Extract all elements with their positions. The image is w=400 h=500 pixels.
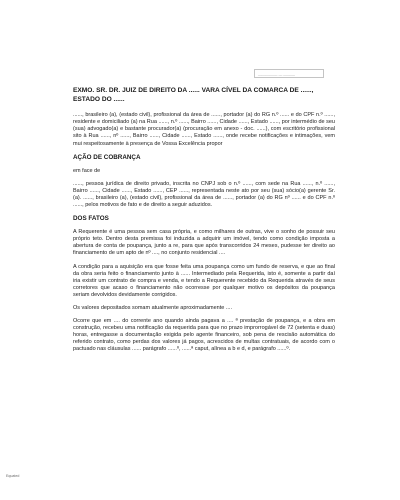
defendant-paragraph: ......, pessoa jurídica de direito privado, inscrita no CNPJ sob o n.º ......, com sede na Rua ......, n.º ......, Bairro ......, Cidade ......, Estado ......, CEP ......, representada neste ato por seu (sua) sócio(a) gerente Sr. (a). ......, brasileiro (a), (estado civil), profissional da área de ......, portador (a) do RG nº ...... e do CPF n.º ......, pelos motivos de fato e de direito a seguir aduzidos. xyxy=(73,180,335,209)
facts-paragraph-1: A Requerente é uma pessoa sem casa própria, e como milhares de outras, vive o sonho de possuir seu próprio teto. Dentro desta premissa foi induzida a adquirir um imóvel, tendo como condição imposta a abertura de conta de poupança, junto a re, para que após transcorridos 24 meses, pudesse ter direito ao financiamento de um apto de nº ...., no conjunto residencial .... xyxy=(73,229,335,257)
facts-title: DOS FATOS xyxy=(73,215,109,223)
plaintiff-paragraph: ......, brasileiro (a), (estado civil), profissional da área de ......, portador (a) do RG n.º ...... e do CPF n.º ......, residente e domiciliado (a) na Rua ......, n.º ......, Bairro ......, Cidade ......, Estado ......, por intermédio de seu (sua) advogado(a) e bastante procurador(a) (procuração em anexo - doc. ......), com escritório profissional sito à Rua ......, nº ......, Bairro ......, Cidade ......, Estado ......, onde recebe notificações e intimações, vem mui respeitosamente à presença de Vossa Excelência propor xyxy=(73,112,335,147)
footer-text: Equated xyxy=(6,474,20,478)
facts-paragraph-3: Os valores depositados somam atualmente aproximadamente .... xyxy=(73,304,232,311)
protocol-stamp: __________ __ ______ xyxy=(254,69,324,78)
action-title: AÇÃO DE COBRANÇA xyxy=(73,153,141,161)
against-text: em face de xyxy=(73,167,101,174)
document-body xyxy=(73,87,335,360)
facts-paragraph-4: Ocorre que em .... do corrente ano quando ainda pagava a .... ª prestação de poupança, e a obra em construção, recebeu uma notificação da requerida para que no prazo improrrogável de 72 (setenta e duas) horas, entregasse a documentação exigida pelo agente financeiro, sob pena de rescisão automática do referido contrato, como perdas dos valores já pagos, acrescidos de multas contratuais, de acordo com o pactuado nas cláusulas ...... parágrafo ......º, ......ª caput, alínea a b e d, e parágrafo ......º. xyxy=(73,318,335,353)
court-heading: EXMO. SR. DR. JUIZ DE DIREITO DA ...... VARA CÍVEL DA COMARCA DE ......, ESTADO DO ...... xyxy=(73,87,314,103)
facts-paragraph-2: A condição para a aquisição era que fosse feita uma poupança como um fundo de reserva, e que ao final da obra seria feito o financiamento junto à ...... Intermediado pela Requerida, isto é, somente a partir daí iria existir um contrato de compra e venda, e tendo a Requerente recebido da Requerida através de seus corretores que acaso o financiamento não ocorresse por qualquer motivo os depósitos da poupança seriam devolvidos devidamente corrigidos. xyxy=(73,263,335,298)
